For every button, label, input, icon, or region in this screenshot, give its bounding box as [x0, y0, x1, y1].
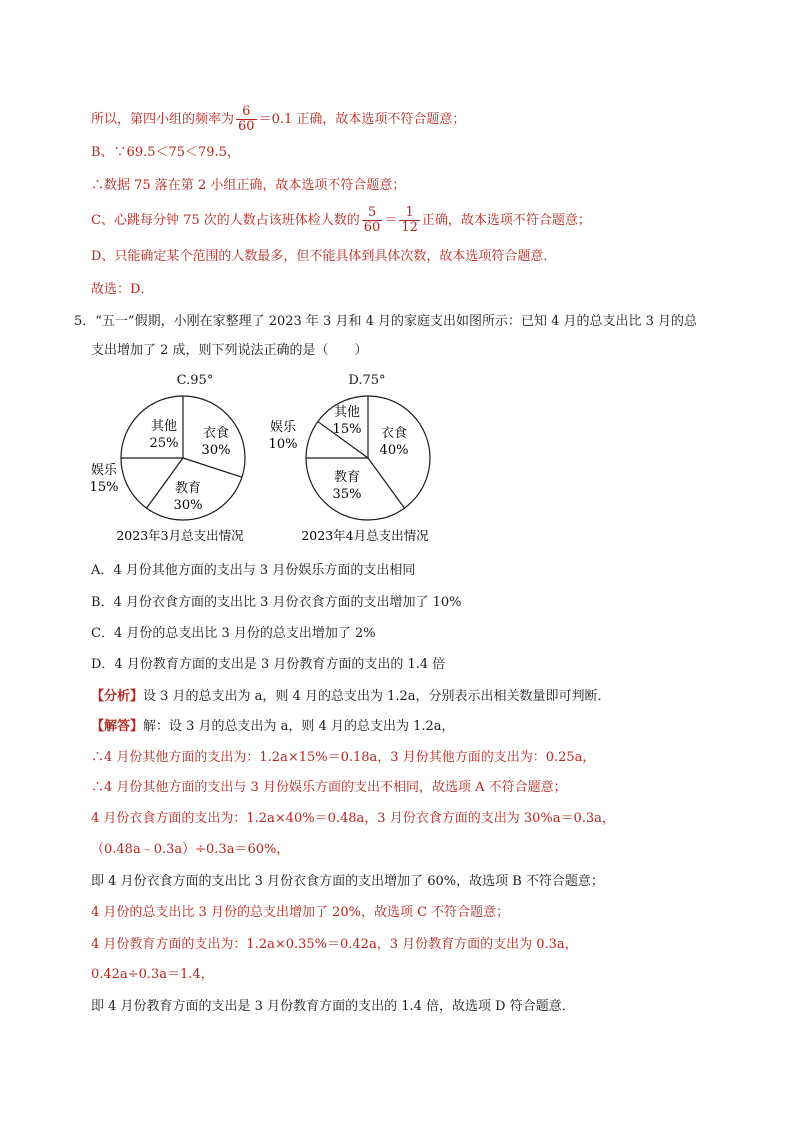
chart-2-value-edu: 35% [332, 487, 362, 502]
pie-slice-boundary [183, 458, 242, 477]
solution-line-1 [91, 105, 465, 134]
chart-2-value-food: 40% [379, 443, 409, 458]
chart-2-label-food: 衣食 [380, 426, 408, 441]
chart-2-label-ent: 娱乐 [269, 420, 297, 435]
solution-line-3: ∴数据 75 落在第 2 小组正确，故本选项不符合题意； [91, 178, 406, 193]
fraction: $\frac{6}{60}$ [238, 104, 255, 134]
solution-line-6: 故选：D． [91, 282, 154, 297]
chart-2-label-other: 其他 [333, 405, 361, 420]
chart-1-value-ent: 15% [89, 480, 119, 495]
option-c: C．4 月份的总支出比 3 月份的总支出增加了 2% [91, 626, 376, 641]
chart-1-label-food: 衣食 [202, 426, 230, 441]
chart-1-value-other: 25% [149, 436, 179, 451]
chart-1-label-ent: 娱乐 [90, 463, 118, 478]
chart-1-value-edu: 30% [173, 498, 203, 513]
chart-2-label-edu: 教育 [333, 470, 361, 485]
option-d: D．4 月份教育方面的支出是 3 月份教育方面的支出的 1.4 倍 [91, 657, 446, 672]
chart-1-label-other: 其他 [150, 419, 178, 434]
pie-slice-boundary [368, 458, 404, 508]
chart-1-value-food: 30% [201, 443, 231, 458]
chart-2-top-label: D.75° [348, 373, 386, 388]
solution-step-1: ∴4 月份其他方面的支出为：1.2a×15%＝0.18a，3 月份其他方面的支出为：0.25a， [91, 750, 596, 765]
option-a: A．4 月份其他方面的支出与 3 月份娱乐方面的支出相同 [91, 563, 416, 578]
fraction: $\frac{5}{60}$ [363, 205, 381, 235]
solution-step-8: 0.42a÷0.3a＝1.4， [91, 967, 214, 982]
answer-tag: 【解答】 [91, 719, 144, 734]
solution-step-9: 即 4 月份教育方面的支出是 3 月份教育方面的支出的 1.4 倍，故选项 D 符合题意． [91, 999, 575, 1014]
solution-text: 所以，第四小组的频率为 [91, 112, 235, 127]
solution-line-5: D、只能确定某个范围的人数最多，但不能具体到具体次数，故本选项符合题意． [91, 249, 557, 264]
solution-step-3: 4 月份衣食方面的支出为：1.2a×40%＝0.48a，3 月份衣食方面的支出为 30%a＝0.3a， [91, 811, 615, 826]
solution-text: ＝0.1 正确，故本选项不符合题意； [258, 112, 466, 127]
chart-2-slices [306, 396, 430, 520]
solution-step-6: 4 月份的总支出比 3 月份的总支出增加了 20%，故选项 C 不符合题意； [91, 905, 510, 920]
chart-1-caption: 2023年3月总支出情况 [116, 528, 244, 543]
question-5-line-1: 5．“五一”假期，小刚在家整理了 2023 年 3 月和 4 月的家庭支出如图所示：已知 4 月的总支出比 3 月的总 [74, 314, 698, 329]
fraction: $\frac{1}{12}$ [401, 205, 418, 235]
solution-step-7: 4 月份教育方面的支出为：1.2a×0.35%＝0.42a，3 月份教育方面的支出为 0.3a， [91, 937, 578, 952]
pie-charts [80, 365, 460, 550]
analysis-line: 【分析】设 3 月的总支出为 a，则 4 月的总支出为 1.2a，分别表示出相关数量即可判断． [91, 689, 611, 704]
solution-step-2: ∴4 月份其他方面的支出与 3 月份娱乐方面的支出不相同，故选项 A 不符合题意； [91, 780, 567, 795]
solution-step-4: （0.48a﹣0.3a）÷0.3a＝60%， [91, 842, 290, 857]
chart-1-label-edu: 教育 [174, 481, 202, 496]
question-5-line-2: 支出增加了 2 成，则下列说法正确的是（ ） [91, 343, 368, 358]
answer-line: 【解答】解：设 3 月的总支出为 a，则 4 月的总支出为 1.2a， [91, 719, 455, 734]
option-b: B．4 月份衣食方面的支出比 3 月份衣食方面的支出增加了 10% [91, 595, 462, 610]
chart-1-top-label: C.95° [176, 373, 214, 388]
solution-line-2: B、∵69.5＜75＜79.5， [91, 145, 240, 160]
analysis-tag: 【分析】 [91, 689, 144, 704]
solution-line-4: C、心跳每分钟 75 次的人数占该班体检人数的 $\frac{5}{60}$ ＝ $\frac{1}{12}$ 正确，故本选项不符合题意； [91, 205, 591, 235]
chart-2-caption: 2023年4月总支出情况 [301, 528, 429, 543]
solution-step-5: 即 4 月份衣食方面的支出比 3 月份衣食方面的支出增加了 60%，故选项 B 不符合题意； [91, 874, 604, 889]
chart-2-value-other: 15% [332, 422, 362, 437]
chart-2-value-ent: 10% [268, 437, 298, 452]
